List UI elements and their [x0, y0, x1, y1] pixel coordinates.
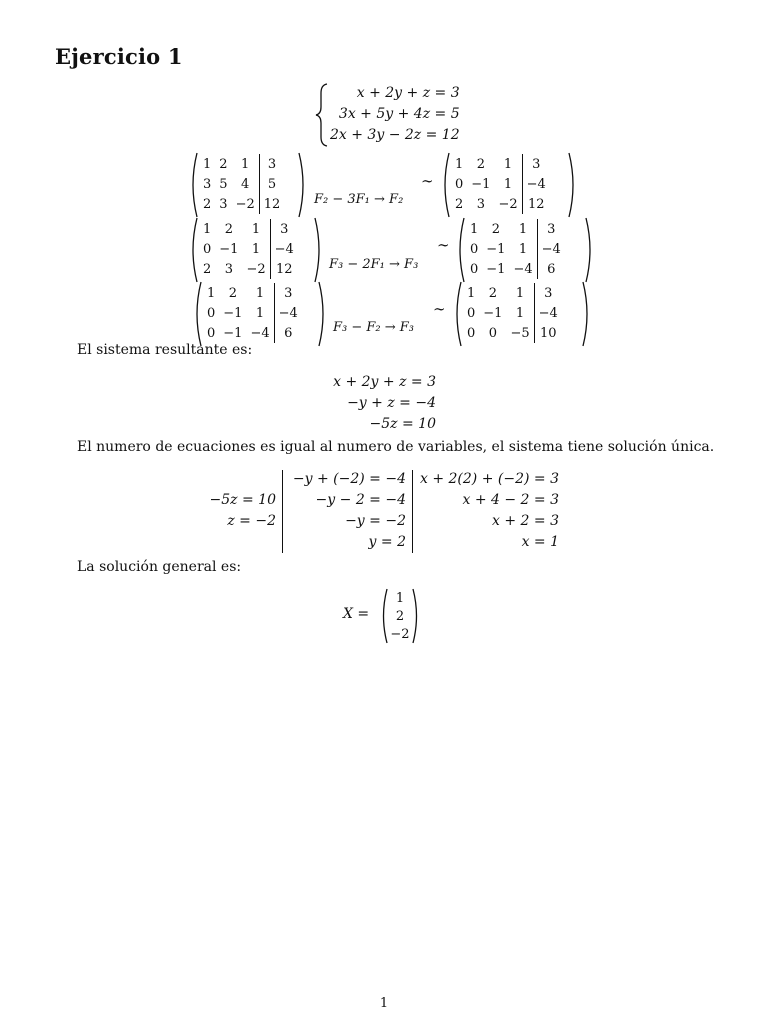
cell: 3 — [537, 219, 565, 239]
cell: 0 — [203, 241, 212, 257]
cell: −2 — [235, 196, 255, 212]
resultant-eq-1: x + 2y + z = 3 — [333, 374, 436, 390]
augmented-matrix — [440, 152, 578, 218]
cell: 1 — [203, 156, 212, 172]
solve-step: x + 4 − 2 = 3 — [462, 492, 559, 508]
cell: 1 — [503, 176, 513, 192]
cell: 6 — [274, 323, 302, 343]
cell: 3 — [219, 196, 228, 212]
solve-step: x + 2 = 3 — [492, 513, 559, 529]
cell: −4 — [534, 303, 562, 323]
paragraph-resultant: El sistema resultante es: — [77, 342, 253, 358]
cell: 1 — [251, 241, 261, 257]
equivalence-symbol: ∼ — [437, 236, 450, 254]
augmented-matrix — [452, 281, 592, 347]
cell: 5 — [259, 174, 284, 194]
cell: 1 — [518, 241, 528, 257]
cell: 2 — [488, 285, 497, 301]
solve-step: x + 2(2) + (−2) = 3 — [420, 471, 559, 487]
system-eq-2: 3x + 5y + 4z = 5 — [338, 106, 460, 122]
cell: 6 — [537, 259, 565, 279]
cell: 1 — [251, 221, 261, 237]
cell: 1 — [503, 156, 513, 172]
vector-entry: 1 — [395, 590, 405, 606]
cell: 0 — [455, 176, 464, 192]
cell: 2 — [476, 156, 485, 172]
cell: 12 — [259, 194, 284, 214]
page-title: Ejercicio 1 — [55, 44, 183, 69]
resultant-eq-3: −5z = 10 — [369, 416, 436, 432]
resultant-system — [300, 372, 436, 435]
column-divider — [412, 470, 413, 553]
augmented-matrix — [455, 217, 595, 283]
cell: 12 — [270, 259, 298, 279]
cell: 2 — [491, 221, 500, 237]
cell: 3 — [224, 261, 233, 277]
cell: −4 — [270, 239, 298, 259]
resultant-eq-2: −y + z = −4 — [347, 395, 436, 411]
cell: 1 — [241, 156, 250, 172]
cell: −1 — [223, 325, 243, 341]
cell: 3 — [534, 283, 562, 303]
cell: −2 — [498, 196, 518, 212]
solve-step: x = 1 — [521, 534, 559, 550]
equivalence-symbol: ∼ — [433, 300, 446, 318]
cell: −5 — [510, 325, 530, 341]
solve-step: y = 2 — [368, 534, 406, 550]
paragraph-general-solution: La solución general es: — [77, 559, 242, 575]
cell: −1 — [483, 305, 503, 321]
cell: −1 — [486, 241, 506, 257]
solve-column-y — [284, 469, 406, 553]
solve-step: −y − 2 = −4 — [315, 492, 406, 508]
solve-step: −5z = 10 — [209, 492, 276, 508]
cell: 3 — [270, 219, 298, 239]
augmented-matrix — [192, 281, 328, 347]
augmented-matrix — [188, 152, 308, 218]
solve-step: −y = −2 — [345, 513, 406, 529]
solution-vector — [380, 588, 420, 644]
row-operation: F₂ − 3F₁ → F₂ — [314, 192, 404, 207]
cell: 1 — [518, 221, 528, 237]
cell: 4 — [241, 176, 250, 192]
vector-label: X = — [343, 606, 370, 622]
cell: 3 — [476, 196, 485, 212]
solve-step: z = −2 — [227, 513, 276, 529]
cell: 1 — [255, 305, 265, 321]
row-operation: F₃ − 2F₁ → F₃ — [329, 257, 419, 272]
cell: 0 — [207, 325, 216, 341]
cell: 1 — [515, 305, 525, 321]
cell: 12 — [522, 194, 550, 214]
left-brace — [315, 83, 329, 147]
cell: −4 — [250, 325, 270, 341]
cell: −1 — [471, 176, 491, 192]
cell: −4 — [274, 303, 302, 323]
cell: 2 — [224, 221, 233, 237]
solve-column-x — [414, 469, 559, 553]
cell: 0 — [470, 241, 479, 257]
cell: −4 — [537, 239, 565, 259]
paragraph-unique-solution: El numero de ecuaciones es igual al numero de variables, el sistema tiene solución única. — [77, 439, 715, 455]
cell: 1 — [207, 285, 216, 301]
cell: 0 — [488, 325, 497, 341]
row-operation: F₃ − F₂ → F₃ — [333, 320, 415, 335]
cell: 1 — [515, 285, 525, 301]
cell: 3 — [522, 154, 550, 174]
cell: −2 — [246, 261, 266, 277]
cell: 1 — [203, 221, 212, 237]
cell: 0 — [207, 305, 216, 321]
column-divider — [282, 470, 283, 553]
cell: −1 — [486, 261, 506, 277]
system-eq-1: x + 2y + z = 3 — [356, 85, 460, 101]
cell: 10 — [534, 323, 562, 343]
solve-column-z — [190, 490, 276, 532]
vector-entry: −2 — [390, 626, 410, 642]
equivalence-symbol: ∼ — [421, 172, 434, 190]
vector-entry: 2 — [395, 608, 405, 624]
cell: 2 — [228, 285, 237, 301]
cell: 2 — [203, 196, 212, 212]
cell: −4 — [513, 261, 533, 277]
cell: 0 — [470, 261, 479, 277]
cell: 5 — [219, 176, 228, 192]
system-eq-3: 2x + 3y − 2z = 12 — [330, 127, 460, 143]
solve-step: −y + (−2) = −4 — [292, 471, 406, 487]
cell: −4 — [522, 174, 550, 194]
cell: −1 — [223, 305, 243, 321]
cell: 0 — [467, 305, 476, 321]
cell: 1 — [255, 285, 265, 301]
cell: 1 — [470, 221, 479, 237]
cell: 3 — [203, 176, 212, 192]
cell: 1 — [467, 285, 476, 301]
cell: 0 — [467, 325, 476, 341]
cell: 2 — [203, 261, 212, 277]
cell: −1 — [219, 241, 239, 257]
augmented-matrix — [188, 217, 324, 283]
cell: 3 — [259, 154, 284, 174]
cell: 1 — [455, 156, 464, 172]
page-number: 1 — [379, 996, 389, 1011]
cell: 2 — [219, 156, 228, 172]
cell: 2 — [455, 196, 464, 212]
cell: 3 — [274, 283, 302, 303]
